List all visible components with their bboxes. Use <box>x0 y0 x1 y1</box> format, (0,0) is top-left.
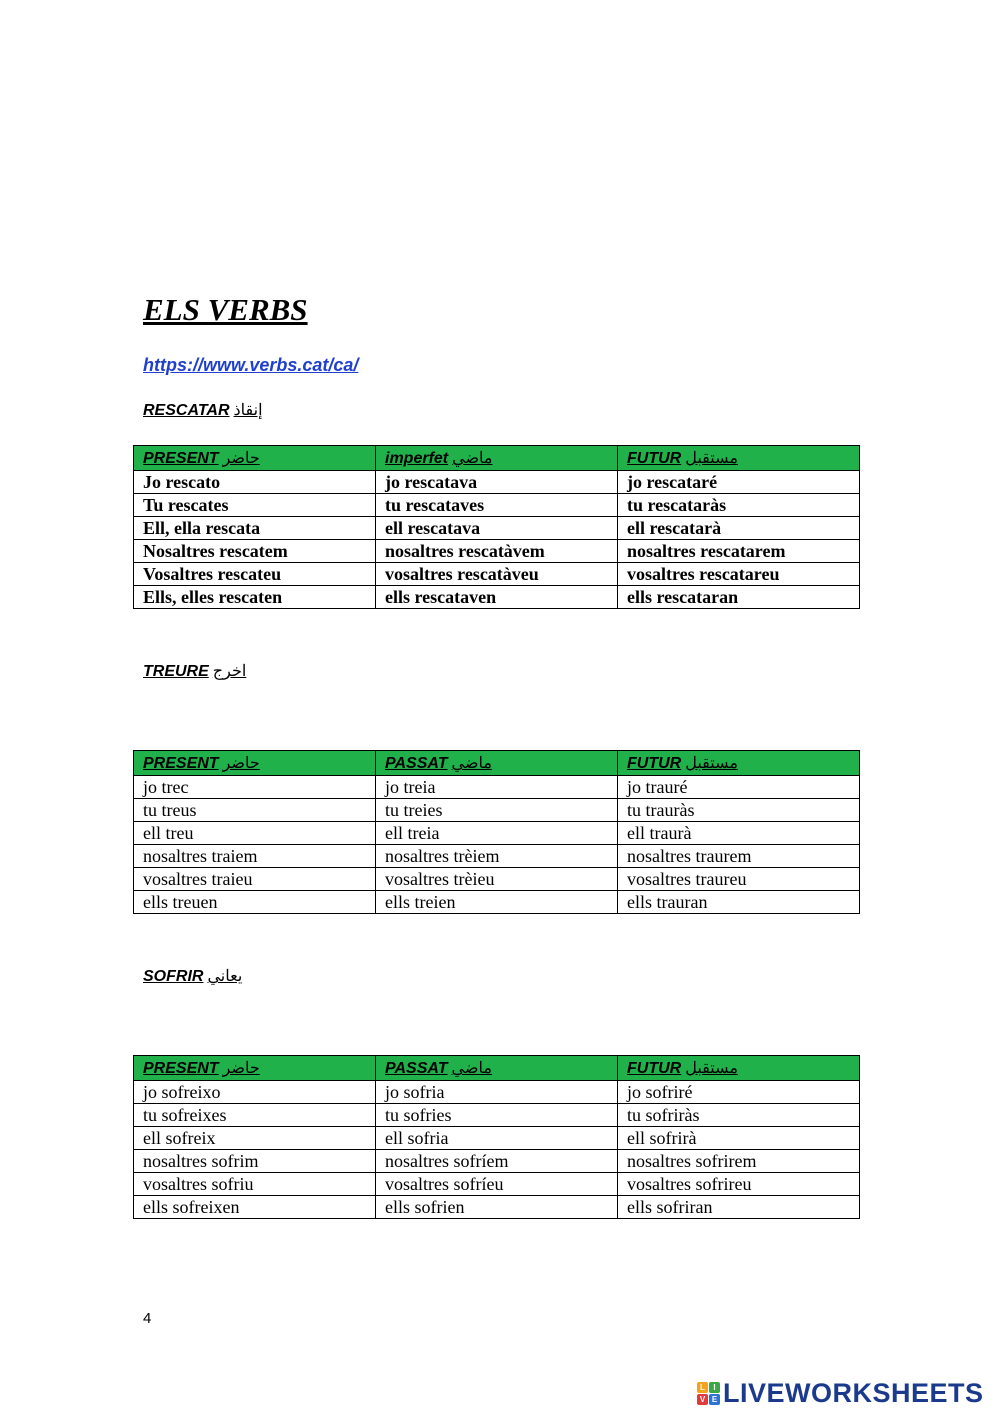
table-row <box>134 1150 860 1173</box>
header-present <box>134 751 376 776</box>
table-cell: tu trauràs <box>618 799 860 822</box>
header-arabic: حاضر <box>222 450 260 467</box>
table-cell: ells treien <box>376 891 618 914</box>
table-header-row <box>134 1056 860 1081</box>
header-latin: FUTUR <box>627 1060 682 1077</box>
header-arabic: مستقبل <box>685 450 738 467</box>
verb-name: RESCATAR <box>143 402 230 419</box>
verb-heading-treure <box>143 661 246 681</box>
table-row <box>134 1127 860 1150</box>
table-cell: Vosaltres rescateu <box>134 563 376 586</box>
table-cell: nosaltres trèiem <box>376 845 618 868</box>
table-cell: tu rescataves <box>376 494 618 517</box>
table-cell: nosaltres rescatàvem <box>376 540 618 563</box>
header-present <box>134 1056 376 1081</box>
page-number: 4 <box>143 1310 152 1327</box>
header-arabic: حاضر <box>222 755 260 772</box>
table-cell: Nosaltres rescatem <box>134 540 376 563</box>
table-cell: Tu rescates <box>134 494 376 517</box>
logo-tile: V <box>697 1394 708 1405</box>
header-latin: FUTUR <box>627 450 682 467</box>
table-cell: vosaltres traureu <box>618 868 860 891</box>
table-cell: nosaltres traurem <box>618 845 860 868</box>
header-latin: PRESENT <box>143 1060 219 1077</box>
table-row <box>134 799 860 822</box>
header-arabic: ماضي <box>451 1060 492 1077</box>
table-row <box>134 471 860 494</box>
verb-heading-sofrir <box>143 966 242 986</box>
table-cell: vosaltres sofrireu <box>618 1173 860 1196</box>
liveworksheets-icon <box>697 1382 720 1405</box>
header-present <box>134 446 376 471</box>
table-cell: ell rescatava <box>376 517 618 540</box>
table-row <box>134 891 860 914</box>
table-cell: jo treia <box>376 776 618 799</box>
header-future <box>618 446 860 471</box>
table-cell: ell sofria <box>376 1127 618 1150</box>
table-cell: ells rescataran <box>618 586 860 609</box>
table-cell: ell treu <box>134 822 376 845</box>
header-future <box>618 751 860 776</box>
header-future <box>618 1056 860 1081</box>
header-past <box>376 446 618 471</box>
header-latin: FUTUR <box>627 755 682 772</box>
table-cell: jo sofreixo <box>134 1081 376 1104</box>
table-cell: jo trec <box>134 776 376 799</box>
logo-tile: I <box>709 1382 720 1393</box>
table-row <box>134 776 860 799</box>
table-row <box>134 563 860 586</box>
table-cell: ell rescatarà <box>618 517 860 540</box>
table-cell: nosaltres traiem <box>134 845 376 868</box>
table-cell: jo sofriré <box>618 1081 860 1104</box>
header-latin: PASSAT <box>385 1060 448 1077</box>
header-latin: PRESENT <box>143 450 219 467</box>
table-cell: ell sofreix <box>134 1127 376 1150</box>
table-cell: Ell, ella rescata <box>134 517 376 540</box>
table-cell: vosaltres sofríeu <box>376 1173 618 1196</box>
table-cell: vosaltres rescatàveu <box>376 563 618 586</box>
table-row <box>134 540 860 563</box>
table-cell: vosaltres rescatareu <box>618 563 860 586</box>
table-row <box>134 1104 860 1127</box>
header-past <box>376 1056 618 1081</box>
logo-tile: E <box>709 1394 720 1405</box>
verb-arabic: يعاني <box>207 968 243 985</box>
table-row <box>134 868 860 891</box>
table-cell: jo rescataré <box>618 471 860 494</box>
table-cell: jo sofria <box>376 1081 618 1104</box>
verb-name: SOFRIR <box>143 968 204 985</box>
table-cell: Ells, elles rescaten <box>134 586 376 609</box>
header-arabic: مستقبل <box>685 1060 738 1077</box>
header-past <box>376 751 618 776</box>
table-cell: nosaltres sofrirem <box>618 1150 860 1173</box>
header-latin: PASSAT <box>385 755 448 772</box>
table-cell: vosaltres traieu <box>134 868 376 891</box>
table-row <box>134 1173 860 1196</box>
table-cell: tu rescataràs <box>618 494 860 517</box>
liveworksheets-logo <box>697 1378 984 1409</box>
table-cell: Jo rescato <box>134 471 376 494</box>
table-row <box>134 822 860 845</box>
header-latin: imperfet <box>385 450 449 467</box>
table-row <box>134 517 860 540</box>
verbs-link[interactable]: https://www.verbs.cat/ca/ <box>143 355 359 375</box>
verb-arabic: اخرج <box>212 663 247 680</box>
table-row <box>134 845 860 868</box>
table-cell: vosaltres sofriu <box>134 1173 376 1196</box>
table-cell: vosaltres trèieu <box>376 868 618 891</box>
verb-heading-rescatar <box>143 400 263 420</box>
table-row <box>134 586 860 609</box>
table-cell: tu treies <box>376 799 618 822</box>
table-header-row <box>134 446 860 471</box>
table-cell: ells trauran <box>618 891 860 914</box>
table-cell: nosaltres rescatarem <box>618 540 860 563</box>
table-cell: jo rescatava <box>376 471 618 494</box>
table-cell: tu sofries <box>376 1104 618 1127</box>
header-arabic: مستقبل <box>685 755 738 772</box>
verb-arabic: إنقاذ <box>233 402 263 419</box>
header-latin: PRESENT <box>143 755 219 772</box>
table-cell: ells sofreixen <box>134 1196 376 1219</box>
header-arabic: ماضي <box>451 755 492 772</box>
brand-text: LIVEWORKSHEETS <box>723 1378 984 1408</box>
logo-tile: L <box>697 1382 708 1393</box>
table-cell: tu treus <box>134 799 376 822</box>
table-row <box>134 494 860 517</box>
table-cell: ell sofrirà <box>618 1127 860 1150</box>
table-cell: ells rescataven <box>376 586 618 609</box>
table-cell: ells treuen <box>134 891 376 914</box>
conjugation-table-rescatar <box>133 445 860 609</box>
table-cell: nosaltres sofrim <box>134 1150 376 1173</box>
table-cell: ells sofriran <box>618 1196 860 1219</box>
header-arabic: ماضي <box>452 450 493 467</box>
table-cell: nosaltres sofríem <box>376 1150 618 1173</box>
table-row <box>134 1081 860 1104</box>
table-cell: ell traurà <box>618 822 860 845</box>
verb-name: TREURE <box>143 663 209 680</box>
table-cell: tu sofreixes <box>134 1104 376 1127</box>
conjugation-table-sofrir <box>133 1055 860 1219</box>
conjugation-table-treure <box>133 750 860 914</box>
table-cell: jo trauré <box>618 776 860 799</box>
table-cell: tu sofriràs <box>618 1104 860 1127</box>
table-header-row <box>134 751 860 776</box>
table-cell: ells sofrien <box>376 1196 618 1219</box>
table-row <box>134 1196 860 1219</box>
page-title: ELS VERBS <box>143 292 308 327</box>
header-arabic: حاضر <box>222 1060 260 1077</box>
table-cell: ell treia <box>376 822 618 845</box>
